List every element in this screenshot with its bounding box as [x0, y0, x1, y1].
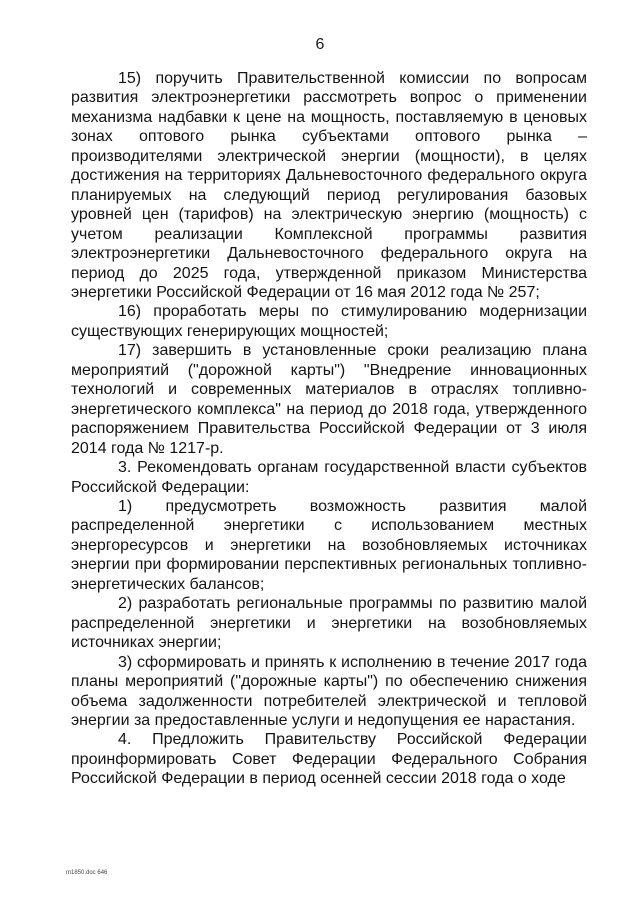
- document-footer-code: m1850.doc 646: [66, 870, 108, 876]
- paragraph-section-3-item-3: 3) сформировать и принять к исполнению в течение 2017 года планы мероприятий ("дорожные карты") по обеспечению снижения объема задолженности потребителей электрической и тепловой энергии за предоставленные услуги и недопущения ее нарастания.: [71, 653, 587, 729]
- paragraph-section-3: 3. Рекомендовать органам государственной власти субъектов Российской Федерации:: [71, 459, 587, 496]
- paragraph-section-3-item-1: 1) предусмотреть возможность развития малой распределенной энергетики с использованием местных энергоресурсов и энергетики на возобновляемых источниках энергии при формировании перспективных региональных топливно-энергетических балансов;: [71, 497, 587, 593]
- paragraph-section-3-item-2: 2) разработать региональные программы по развитию малой распределенной энергетики и энергетики на возобновляемых источниках энергии;: [71, 595, 587, 652]
- paragraph-item-17: 17) завершить в установленные сроки реализацию плана мероприятий ("дорожной карты") "Внедрение инновационных технологий и современных материалов в отраслях топливно-энергетического комплекса" на период до 2018 года, утвержденного распоряжением Правительства Российской Федерации от 3 июля 2014 года № 1217-р.: [71, 342, 587, 457]
- document-body: [71, 69, 587, 789]
- paragraph-item-16: 16) проработать меры по стимулированию модернизации существующих генерирующих мощностей;: [71, 303, 587, 340]
- page-number: 6: [315, 36, 325, 53]
- paragraph-item-15: 15) поручить Правительственной комиссии по вопросам развития электроэнергетики рассмотреть вопрос о применении механизма надбавки к цене на мощность, поставляемую в ценовых зонах оптового рынка субъектами оптового рынка – производителями электрической энергии (мощности), в целях достижения на территориях Дальневосточного федерального округа планируемых на следующий период регулирования базовых уровней цен (тарифов) на электрическую энергию (мощность) с учетом реализации Комплексной программы развития электроэнергетики Дальневосточного федерального округа на период до 2025 года, утвержденной приказом Министерства энергетики Российской Федерации от 16 мая 2012 года № 257;: [71, 70, 587, 301]
- paragraph-section-4: 4. Предложить Правительству Российской Федерации проинформировать Совет Федерации Федерального Собрания Российской Федерации в период осенней сессии 2018 года о ходе: [71, 731, 587, 788]
